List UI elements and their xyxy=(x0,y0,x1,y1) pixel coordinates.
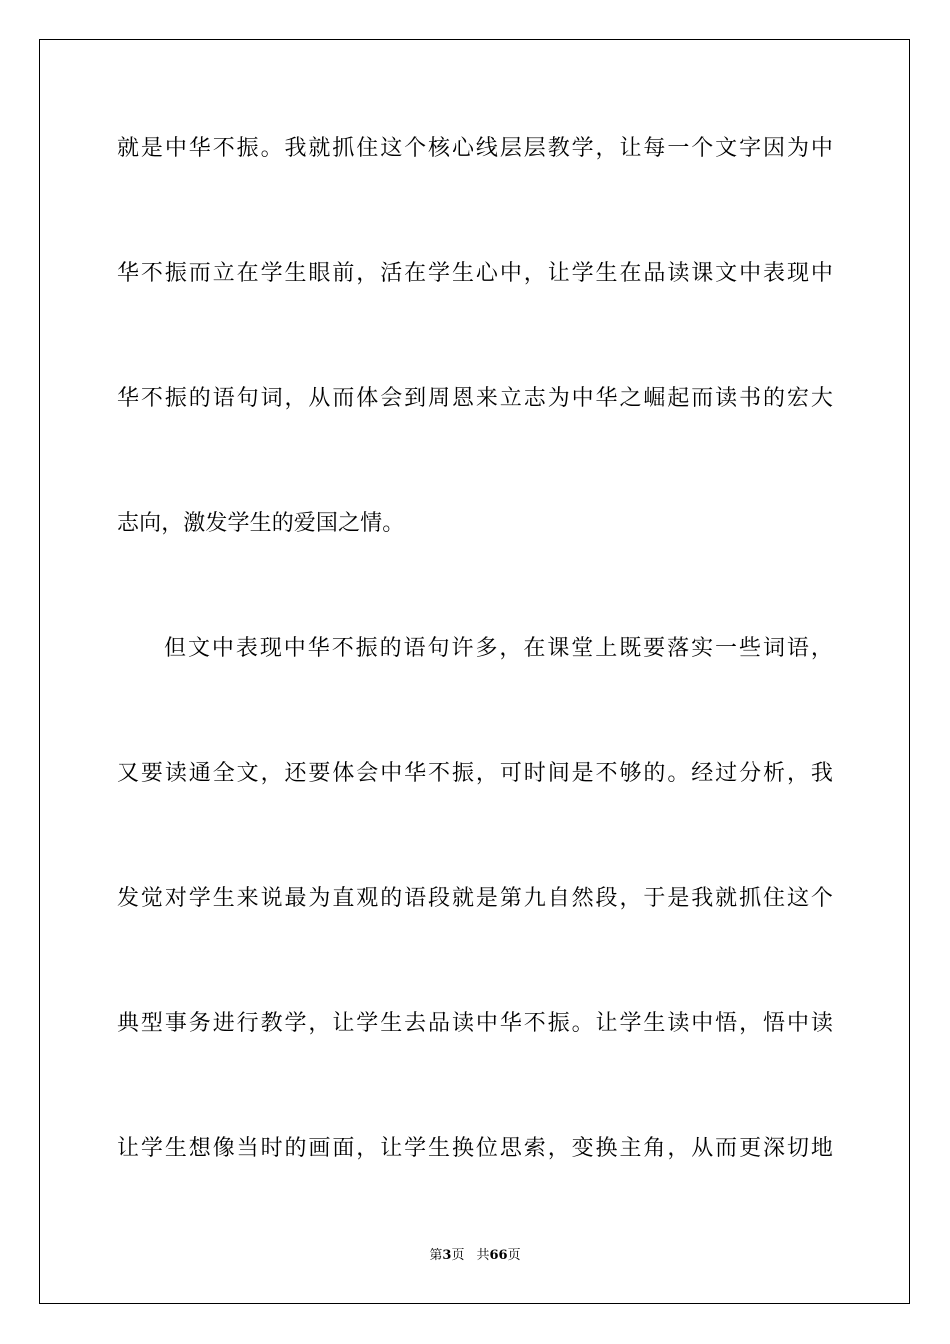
body-line-2: 华不振而立在学生眼前，活在学生心中，让学生在品读课文中表现中 xyxy=(117,261,833,286)
page-border xyxy=(39,39,910,1304)
body-line-1: 就是中华不振。我就抓住这个核心线层层教学，让每一个文字因为中 xyxy=(117,136,833,161)
body-line-9: 让学生想像当时的画面，让学生换位思索，变换主角，从而更深切地 xyxy=(117,1136,833,1161)
body-line-8: 典型事务进行教学，让学生去品读中华不振。让学生读中悟，悟中读 xyxy=(117,1011,833,1036)
footer-page-number: 3 xyxy=(442,1248,452,1263)
footer-page-prefix: 第 xyxy=(429,1248,443,1263)
footer-total-pages: 66 xyxy=(489,1248,508,1263)
body-line-4: 志向，激发学生的爱国之情。 xyxy=(117,511,405,536)
body-line-3: 华不振的语句词，从而体会到周恩来立志为中华之崛起而读书的宏大 xyxy=(117,386,833,411)
footer-total-prefix: 共 xyxy=(476,1248,490,1263)
body-line-5: 但文中表现中华不振的语句许多，在课堂上既要落实一些词语， xyxy=(164,636,833,661)
footer-page-suffix: 页 xyxy=(451,1248,465,1263)
body-line-6: 又要读通全文，还要体会中华不振，可时间是不够的。经过分析，我 xyxy=(117,761,833,786)
body-line-7: 发觉对学生来说最为直观的语段就是第九自然段，于是我就抓住这个 xyxy=(117,886,833,911)
footer-total-suffix: 页 xyxy=(507,1248,521,1263)
page-footer xyxy=(0,1247,950,1265)
